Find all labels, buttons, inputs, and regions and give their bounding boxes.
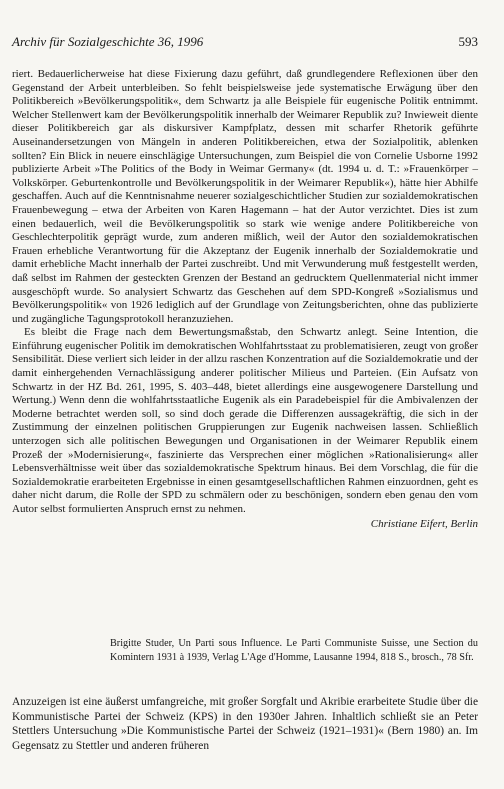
running-header <box>12 34 478 50</box>
paragraph: Es bleibt die Frage nach dem Bewertungsmaßstab, den Schwartz anlegt. Seine Intention, die Einführung eugenischer Politik im demokratischen Wohlfahrtsstaat zu problematisieren, zeugt von großer Sensibilität. Diese verliert sich leider in der allzu raschen Konzentration auf die Sozialdemokratie und der damit einhergehenden Vernachlässigung anderer politischer Milieus und Parteien. (Ein Aufsatz von Schwartz in der HZ Bd. 261, 1995, S. 403–448, bietet allerdings eine ausgewogenere Darstellung und Wertung.) Wenn denn die wohlfahrtsstaatliche Eugenik als ein Paradebeispiel für die Ambivalenzen der Moderne betrachtet werden soll, so sind doch gerade die Differenzen aussagekräftig, die sich in der Zustimmung der einzelnen politischen Gruppierungen zur Eugenik nachweisen lassen. Schließlich unterzogen sich alle politischen Bewegungen und Organisationen in der Weimarer Republik einem Prozeß der »Modernisierung«, faszinierte das Versprechen einer möglichen »Rationalisierung« aller Lebensverhältnisse weit über das sozialdemokratische Spektrum hinaus. Bei dem Vorschlag, die für die Sozialdemokratie erarbeiteten Ergebnisse in einen gesamtgesellschaftlichen Rahmen einzuordnen, geht es daher nicht darum, die Rolle der SPD zu schmälern oder zu beschönigen, sondern eben genau den vom Autor selbst formulierten Anspruch ernst zu nehmen. <box>12 326 478 515</box>
book-citation: Brigitte Studer, Un Parti sous Influence. Le Parti Communiste Suisse, une Section du Komintern 1931 à 1939, Verlag L'Age d'Homme, Lausanne 1994, 818 S., brosch., 78 Sfr. <box>110 638 478 663</box>
next-review-paragraph: Anzuzeigen ist eine äußerst umfangreiche, mit großer Sorgfalt und Akribie erarbeitete Studie über die Kommunistische Partei der Schweiz (KPS) in den 1930er Jahren. Inhaltlich schließt sie an Peter Stettlers Untersuchung »Die Kommunistische Partei der Schweiz (1921–1931)« (Bern 1980) an. Im Gegensatz zu Stettler und anderen früheren <box>12 696 478 752</box>
author-signature: Christiane Eifert, Berlin <box>370 517 478 530</box>
journal-title: Archiv für Sozialgeschichte 36, 1996 <box>12 34 204 49</box>
review-body <box>12 68 478 531</box>
paragraph: riert. Bedauerlicherweise hat diese Fixierung dazu geführt, daß grundlegendere Reflexionen über den Gegenstand der Arbeit unterbleiben. So fehlt beispielsweise jede systematische Erwägung über den Politikbereich »Bevölkerungspolitik«, dem Schwartz ja alle Beispiele für eugenische Politik entnimmt. Welcher Stellenwert kam der Bevölkerungspolitik innerhalb der Weimarer Republik zu? Inwieweit diente dieser Politikbereich gar als diskursiver Kampfplatz, dessen mit scharfer Rhetorik geführte Auseinandersetzungen von Mängeln in anderen Politikbereichen, etwa der Sozialpolitik, ablenken sollten? Ein Blick in neuere einschlägige Untersuchungen, zum Beispiel die von Cornelie Usborne 1992 publizierte Arbeit »The Politics of the Body in Weimar Germany« (dt. 1994 u. d. T.: »Frauenkörper – Volkskörper. Geburtenkontrolle und Bevölkerungspolitik in der Weimarer Republik«), hätte hier Abhilfe geschaffen. Auch auf die Kenntnisnahme neuerer sozialgeschichtlicher Studien zur sozialdemokratischen Frauenbewegung – etwa der Arbeiten von Karen Hagemann – hat der Autor verzichtet. Dies ist zum einen bedauerlich, weil die Bevölkerungspolitik so stark wie wenige andere Politikbereiche von Geschlechterpolitik geprägt wurde, zum anderen mißlich, weil der Autor den sozialdemokratischen Frauen erhebliche Verantwortung für die Akzeptanz der Eugenik innerhalb der Sozialdemokratie und damit erhebliche Macht innerhalb der Partei zuschreibt. Und mit Verwunderung muß festgestellt werden, daß selbst im Rahmen der gesteckten Grenzen der Bestand an gedrucktem Quellenmaterial nicht immer ausgeschöpft wurde. So analysiert Schwartz das Geschehen auf dem SPD-Kongreß »Sozialismus und Bevölkerungspolitik« von 1926 lediglich auf der Grundlage von Zeitungsberichten, ohne das publizierte und zugängliche Tagungsprotokoll heranzuziehen. <box>12 68 478 325</box>
page-number: 593 <box>458 34 478 49</box>
